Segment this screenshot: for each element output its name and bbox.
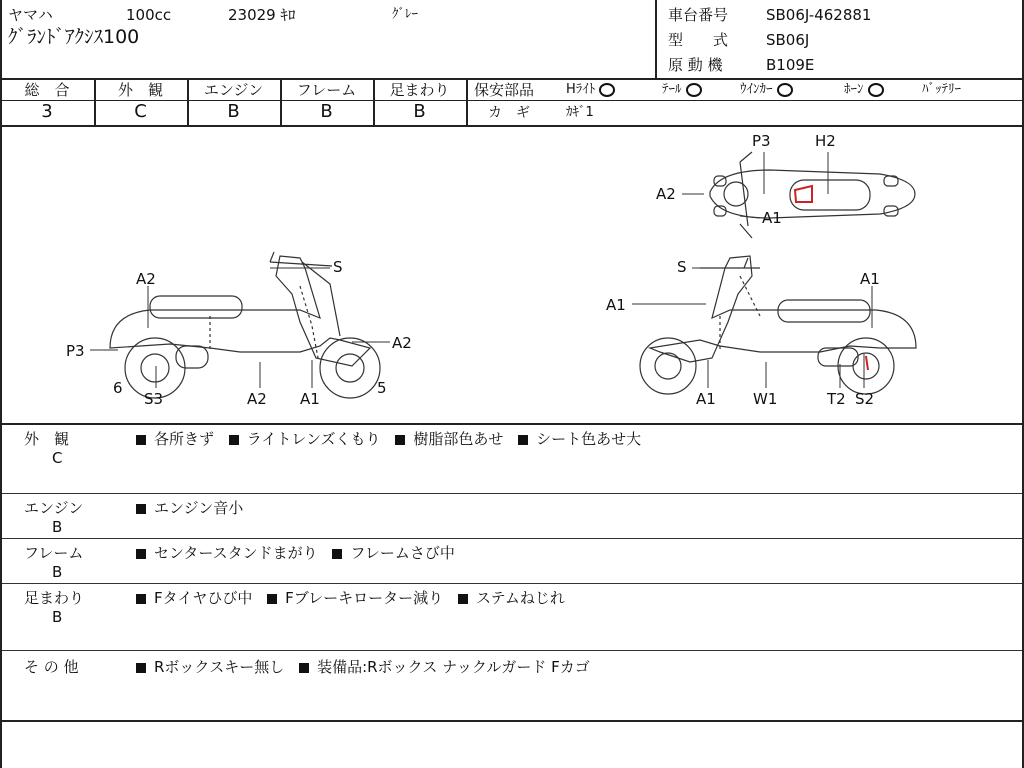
note-item: シート色あせ大	[536, 430, 642, 448]
tag-top-a2: A2	[656, 185, 676, 203]
tag-right-a1-rear: A1	[860, 270, 880, 288]
grade-value-exterior: C	[134, 101, 147, 122]
tag-left-s3: S3	[144, 390, 164, 408]
model-name: ｸﾞﾗﾝﾄﾞｱｸｼｽ100	[8, 26, 140, 48]
diagram-bottom-line	[0, 423, 1024, 425]
safety-winker-label: ｳｲﾝｶｰ	[740, 82, 773, 97]
maker: ヤマハ	[8, 6, 53, 24]
engine-label: 原 動 機	[668, 56, 723, 74]
type-label: 型 式	[668, 31, 729, 49]
safety-battery-label: ﾊﾞｯﾃﾘｰ	[922, 82, 961, 97]
safety-horn-label: ﾎｰﾝ	[844, 82, 864, 97]
bullet-icon	[136, 594, 146, 604]
grade-label-suspension: 足まわり	[389, 81, 450, 99]
tag-left-a2-front: A2	[392, 334, 412, 352]
bullet-icon	[332, 549, 342, 559]
safety-headlight-label: Hﾗｲﾄ	[566, 82, 596, 97]
bullet-icon	[299, 663, 309, 673]
note-divider	[0, 493, 1024, 494]
note-item: Rボックスキー無し	[154, 658, 285, 676]
safety-horn	[844, 81, 884, 99]
safety-winker	[740, 81, 793, 99]
scooter-diagram	[0, 126, 1024, 423]
grade-value-overall: 3	[41, 101, 53, 122]
type-value: SB06J	[766, 31, 810, 49]
ok-circle-icon	[686, 83, 702, 97]
note-other-label: そ の 他	[24, 658, 79, 676]
engine-cc: 100cc	[126, 6, 172, 24]
bullet-icon	[136, 435, 146, 445]
tag-top-p3: P3	[752, 132, 771, 150]
note-frame-items	[126, 542, 455, 563]
note-item: ライトレンズくもり	[246, 430, 381, 448]
note-item: エンジン音小	[154, 499, 244, 517]
bullet-icon	[518, 435, 528, 445]
tag-right-w1: W1	[753, 390, 778, 408]
safety-tail-label: ﾃｰﾙ	[662, 82, 682, 97]
mileage: 23029 ｷﾛ	[228, 6, 296, 24]
bullet-icon	[395, 435, 405, 445]
grade-divider	[466, 78, 468, 126]
tag-right-t2: T2	[827, 390, 846, 408]
tag-left-a1: A1	[300, 390, 320, 408]
tag-top-a1: A1	[762, 209, 782, 227]
note-exterior-label: 外 観	[24, 430, 70, 448]
note-frame-grade: B	[52, 563, 63, 581]
safety-battery	[922, 81, 961, 99]
note-item: 各所きず	[154, 430, 215, 448]
note-other-items	[126, 656, 590, 677]
tag-top-h2: H2	[815, 132, 836, 150]
frame-no-value: SB06J-462881	[766, 6, 872, 24]
tag-right-s: S	[677, 258, 687, 276]
notes-bottom-line	[0, 720, 1024, 722]
bullet-icon	[267, 594, 277, 604]
note-item: Fタイヤひび中	[154, 589, 253, 607]
tag-left-6: 6	[113, 379, 123, 397]
grade-mid-line	[0, 100, 1024, 101]
key-value: ｶｷﾞ1	[566, 105, 594, 120]
grade-label-frame: フレーム	[296, 81, 357, 99]
engine-value: B109E	[766, 56, 815, 74]
header-bottom-line	[0, 78, 1024, 80]
note-item: ステムねじれ	[475, 589, 565, 607]
grade-label-exterior: 外 観	[117, 81, 163, 99]
note-exterior-grade: C	[52, 449, 63, 467]
safety-title: 保安部品	[474, 81, 535, 99]
safety-headlight	[566, 81, 615, 99]
tag-right-a1-floor: A1	[696, 390, 716, 408]
bullet-icon	[229, 435, 239, 445]
note-frame-label: フレーム	[24, 544, 84, 562]
bullet-icon	[136, 549, 146, 559]
bullet-icon	[136, 663, 146, 673]
note-suspension-label: 足まわり	[24, 589, 85, 607]
note-divider	[0, 583, 1024, 584]
tag-right-a1-front: A1	[606, 296, 626, 314]
tag-left-s: S	[333, 258, 343, 276]
note-suspension-items	[126, 587, 565, 608]
safety-tail	[662, 81, 702, 99]
note-engine-label: エンジン	[24, 499, 84, 517]
tag-left-a2-seat: A2	[136, 270, 156, 288]
note-engine-grade: B	[52, 518, 63, 536]
note-suspension-grade: B	[52, 608, 63, 626]
ok-circle-icon	[868, 83, 884, 97]
frame-no-label: 車台番号	[668, 6, 729, 24]
damage-mark-right	[866, 356, 868, 370]
grade-label-engine: エンジン	[203, 81, 264, 99]
bullet-icon	[458, 594, 468, 604]
grade-value-frame: B	[320, 101, 333, 122]
note-item: フレームさび中	[350, 544, 455, 562]
border-left	[0, 0, 2, 768]
note-item: Fブレーキローター減り	[285, 589, 444, 607]
key-label: カ ギ	[488, 105, 530, 121]
note-divider	[0, 650, 1024, 651]
note-engine-items	[126, 497, 243, 518]
ok-circle-icon	[599, 83, 615, 97]
header-divider	[655, 0, 657, 78]
color: ｸﾞﾚｰ	[392, 7, 418, 22]
note-item: 樹脂部色あせ	[413, 430, 504, 448]
bullet-icon	[136, 504, 146, 514]
note-item: センタースタンドまがり	[154, 544, 318, 562]
note-item: 装備品:Rボックス ナックルガード Fカゴ	[317, 658, 590, 676]
tag-left-p3: P3	[66, 342, 85, 360]
tag-left-a2-floor: A2	[247, 390, 267, 408]
grade-label-overall: 総 合	[24, 81, 70, 99]
tag-right-s2: S2	[855, 390, 875, 408]
damage-mark-top	[795, 186, 812, 202]
grade-value-suspension: B	[413, 101, 426, 122]
tag-left-5: 5	[377, 379, 387, 397]
grade-value-engine: B	[227, 101, 240, 122]
note-exterior-items	[126, 428, 641, 449]
note-divider	[0, 538, 1024, 539]
ok-circle-icon	[777, 83, 793, 97]
